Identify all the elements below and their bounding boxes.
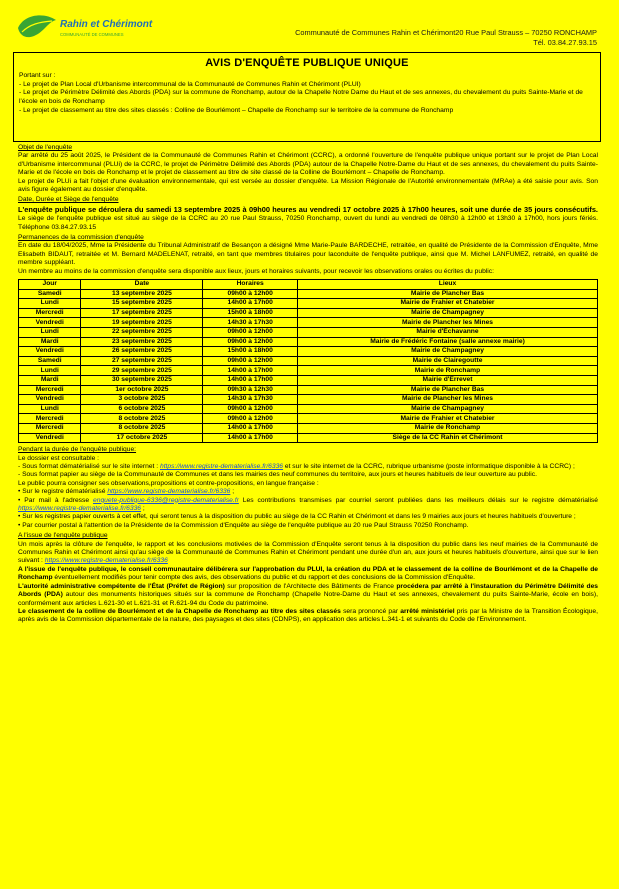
logo (14, 6, 164, 46)
table-cell: 6 octobre 2025 (81, 404, 203, 414)
col-header: Lieux (298, 280, 598, 290)
intro-lead: Portant sur : (19, 72, 56, 79)
table-cell: 14h00 à 17h00 (203, 299, 298, 309)
table-cell: Mairie de Champagney (298, 404, 598, 414)
table-cell: 09h00 à 12h00 (203, 328, 298, 338)
dates-bold: L'enquête publique se déroulera du samedi 13 septembre 2025 à 09h00 heures au vendredi 17 octobre 2025 à 17h00 heures, soit une durée de 35 jours consécutifs. (18, 204, 598, 214)
table-header-row (19, 280, 598, 290)
table-cell: Mardi (19, 337, 81, 347)
table-row (19, 395, 598, 405)
objet-paragraph: Le projet de PLUi a fait l'objet d'une évaluation environnementale, qui est versée au dossier d'enquête. La Mission Régionale de l'Autorité environnementale (MRAe) a été saisie pour avis. Son avis figure également au dossier d'enquête. (18, 177, 598, 194)
table-cell: 8 octobre 2025 (81, 414, 203, 424)
dates-paragraph (18, 205, 598, 232)
table-cell: 14h30 à 17h30 (203, 318, 298, 328)
issue-paragraph: A l'issue de l'enquête publique, le conseil communautaire délibérera sur l'approbation du PLUI, la création du PDA et le classement de la colline de Bourlémont et de la Chapelle de Ronchamp éventuellement modifiés pour tenir compte des avis, des observations du public et du rapport et des conclusions de la Commission d'Enquête. (18, 565, 598, 582)
permanences-paragraph: Un membre au moins de la commission d'enquête sera disponible aux lieux, jours et horaires suivants, pour recevoir les observations orales ou écrites du public: (18, 267, 494, 275)
table-row (19, 328, 598, 338)
col-header: Horaires (203, 280, 298, 290)
table-cell: 17 septembre 2025 (81, 308, 203, 318)
table-cell: Samedi (19, 356, 81, 366)
page-header (0, 0, 619, 52)
table-row (19, 385, 598, 395)
pendant-item: - Sous format dématérialisé sur le site internet : https://www.registre-dematerialise.fr/6336 et sur le site internet de la CCRC, rubrique urbanisme (poste informatique disponible à la CCRC) ; (18, 463, 575, 470)
table-cell: Mercredi (19, 414, 81, 424)
table-cell: 30 septembre 2025 (81, 376, 203, 386)
table-cell: 27 septembre 2025 (81, 356, 203, 366)
table-cell: Vendredi (19, 318, 81, 328)
intro (14, 69, 600, 116)
table-row (19, 337, 598, 347)
table-cell: Mairie de Frédéric Fontaine (salle annexe mairie) (298, 337, 598, 347)
table-cell: Siège de la CC Rahin et Chérimont (298, 433, 598, 443)
table-cell: 13 septembre 2025 (81, 289, 203, 299)
col-header: Jour (19, 280, 81, 290)
issue-paragraph: Le classement de la colline de Bourlémont et de la Chapelle de Ronchamp au titre des sites classés sera prononcé par arrêté ministériel pris par la Ministre de la Transition Écologique, après avis de la Commission départementale de la nature, des paysages et des sites (CDNPS), en application des articles L.341-1 et suivants du Code de l'Environnement. (18, 607, 598, 624)
table-cell: Samedi (19, 289, 81, 299)
table-cell: 09h00 à 12h00 (203, 289, 298, 299)
table-row (19, 289, 598, 299)
table-cell: Vendredi (19, 433, 81, 443)
table-cell: Lundi (19, 299, 81, 309)
section-heading-pendant: Pendant la durée de l'enquête publique: (18, 446, 137, 454)
pendant-lead: Le dossier est consultable : (18, 454, 100, 462)
issue-paragraph: L'autorité administrative compétente de l'État (Préfet de Région) sur proposition de l'Architecte des Bâtiments de France procédera par arrêté à l'instauration du Périmètre Délimité des Abords (PDA) autour des monuments historiques situés sur la commune de Ronchamp (Chapelle Notre-Dame du Haut et ses annexes, chevalement du puits Sainte-Marie, école en bois), conformément aux articles L.621-30 et L.621-31 et R.621-94 du Code du patrimoine. (18, 582, 599, 607)
table-cell: Mardi (19, 376, 81, 386)
table-cell: 14h00 à 17h00 (203, 433, 298, 443)
table-row (19, 414, 598, 424)
title-box (13, 52, 601, 142)
table-cell: 15 septembre 2025 (81, 299, 203, 309)
table-cell: Lundi (19, 404, 81, 414)
permanences-table (18, 279, 598, 443)
table-cell: 15h00 à 18h00 (203, 347, 298, 357)
table-cell: 23 septembre 2025 (81, 337, 203, 347)
phone-line: Tél. 03.84.27.93.15 (533, 37, 597, 47)
table-cell: 17 octobre 2025 (81, 433, 203, 443)
table-cell: Mairie de Plancher les Mines (298, 395, 598, 405)
table-cell: 09h00 à 12h00 (203, 404, 298, 414)
table-row (19, 318, 598, 328)
address-line: Communauté de Communes Rahin et Chérimont20 Rue Paul Strauss – 70250 RONCHAMP (295, 28, 597, 37)
table-cell: 15h00 à 18h00 (203, 308, 298, 318)
table-cell: Mairie de Champagney (298, 347, 598, 357)
table-cell: Vendredi (19, 395, 81, 405)
section-heading-objet: Objet de l'enquête (18, 144, 73, 151)
table-cell: 14h00 à 17h00 (203, 424, 298, 434)
table-cell: 3 octobre 2025 (81, 395, 203, 405)
table-row (19, 308, 598, 318)
table-row (19, 356, 598, 366)
table-cell: Mercredi (19, 385, 81, 395)
col-header: Date (81, 280, 203, 290)
table-cell: 1er octobre 2025 (81, 385, 203, 395)
main-content (18, 142, 598, 625)
table-cell: Mercredi (19, 424, 81, 434)
logo-name: Rahin et Chérimont (60, 19, 153, 30)
header-address (295, 28, 597, 47)
table-cell: 29 septembre 2025 (81, 366, 203, 376)
table-row (19, 376, 598, 386)
table-row (19, 433, 598, 443)
dates-rest: Le siège de l'enquête publique est situé au siège de la CCRC au 20 rue Paul Strauss, 70250 Ronchamp, ouvert du lundi au vendredi de 08h30 à 12h00 et 13h30 à 17h00, hors jours fériés. Téléphone 03.84.27.93.15 (18, 215, 598, 231)
table-cell: Mairie de Ronchamp (298, 366, 598, 376)
table-cell: Mairie de Champagney (298, 308, 598, 318)
table-cell: Mairie de Plancher Bas (298, 289, 598, 299)
table-cell: 22 septembre 2025 (81, 328, 203, 338)
table-row (19, 347, 598, 357)
logo-subtitle: COMMUNAUTÉ DE COMMUNES (60, 32, 124, 37)
objet-paragraph: Par arrêté du 25 août 2025, le Président de la Communauté de Communes Rahin et Chérimont (CCRC), a ordonné l'ouverture de l'enquête publique unique portant sur le projet de Plan Local d'Urbanisme intercommunal (PLUi) de la CCRC, le projet de Périmètre Délimité des Abords (PDA) autour de la Chapelle Notre-Dame du Haut et de ses annexes, du chevalement du puits Sainte-Marie et de l'école en bois de Ronchamp et le projet de classement au titre de site classé de la Colline de Bourlémont – Chapelle de Ronchamp. (18, 152, 598, 177)
table-cell: 14h00 à 17h00 (203, 376, 298, 386)
table-cell: 14h00 à 17h00 (203, 366, 298, 376)
intro-item: - Le projet de Plan Local d'Urbanisme intercommunal de la Communauté de Communes Rahin et Chérimont (PLUI) (19, 80, 361, 88)
permanences-paragraph: En date du 18/04/2025, Mme la Présidente du Tribunal Administratif de Besançon a désigné Mme Marie-Paule BARDECHE, retraitée, en qualité de Présidente de la Commission d'Enquête, Mme Elisabeth BIDAUT, retraitée et M. Bernard MADELENAT, retraité, en tant que membres titulaires pour laconduite de l'enquête publique, ainsi que M. Michel LANFUMEZ, retraité, en qualité de membre suppléant. (18, 242, 598, 267)
table-row (19, 404, 598, 414)
table-cell: Mairie de Clairegoutte (298, 356, 598, 366)
registre-link[interactable]: https://www.registre-dematerialise.fr/6336 (107, 488, 231, 496)
pendant-lead: Le public pourra consigner ses observations,propositions et contre-propositions, en langue française : (18, 479, 319, 487)
registre-link[interactable]: https://www.registre-dematerialise.fr/6336 (159, 463, 284, 470)
leaf-icon (18, 15, 56, 37)
table-cell: 19 septembre 2025 (81, 318, 203, 328)
intro-item: - Le projet de classement au titre des sites classés : Colline de Bourlémont – Chapelle de Ronchamp sur le territoire de la commune de Ronchamp (19, 106, 454, 114)
table-cell: Mairie de Frahier et Chatebier (298, 299, 598, 309)
table-cell: 09h00 à 12h00 (203, 356, 298, 366)
table-cell: 09h00 à 12h00 (203, 337, 298, 347)
table-row (19, 299, 598, 309)
page-title: AVIS D'ENQUÊTE PUBLIQUE UNIQUE (205, 57, 409, 69)
table-cell: Lundi (19, 366, 81, 376)
pendant-item: • Sur les registres papier ouverts à cet effet, qui seront tenus à la disposition du public au siège de la CC Rahin et Chérimont et dans les 9 mairies aux jours et heures habituels d'ouverture ; (18, 513, 576, 521)
email-link[interactable]: enquete-publique-6336@registre-dematerialise.fr (93, 496, 239, 504)
table-cell: 14h30 à 17h30 (203, 395, 298, 405)
pendant-item: • Par courrier postal à l'attention de la Présidente de la Commission d'Enquête au siège de l'enquête publique au 20 rue Paul Strauss 70250 Ronchamp. (18, 521, 469, 529)
table-row (19, 424, 598, 434)
table-cell: Mairie de Frahier et Chatebier (298, 414, 598, 424)
issue-paragraph: Un mois après la clôture de l'enquête, le rapport et les conclusions motivées de la Commission d'Enquête seront tenus à la disposition du public dans les neuf mairies de la Communauté de Communes Rahin et Chérimont ainsi qu'au siège de la Communauté de Communes Rahin et Chérimont pendant une durée d'un an, aux jours et heures habituels d'ouverture, ainsi que sur le lien suivant : https://www.registre-dematerialise.fr/6336 (18, 540, 598, 565)
table-row (19, 366, 598, 376)
section-heading-permanences: Permanences de la commission d'enquête (18, 234, 144, 242)
table-cell: Mercredi (19, 308, 81, 318)
table-cell: Mairie de Plancher les Mines (298, 318, 598, 328)
pendant-item: - Sous format papier au siège de la Communauté de Communes et dans les mairies des neuf communes du territoire, aux jours et heures habituels de leur ouverture au public. (18, 471, 537, 479)
table-cell: 26 septembre 2025 (81, 347, 203, 357)
table-cell: Vendredi (19, 347, 81, 357)
table-cell: Mairie de Plancher Bas (298, 385, 598, 395)
section-heading-dates: Date, Durée et Siège de l'enquête (18, 196, 119, 204)
pendant-item: • Par mail à l'adresse enquete-publique-6336@registre-dematerialise.fr Les contributions transmises par courriel seront publiées dans les meilleurs délais sur le registre dématérialisé https://www.registre-dematerialise.fr/6336 ; (18, 496, 598, 513)
table-cell: Lundi (19, 328, 81, 338)
pendant-item: • Sur le registre dématérialisé https://www.registre-dematerialise.fr/6336 ; (18, 488, 235, 496)
table-cell: Mairie de Ronchamp (298, 424, 598, 434)
table-cell: 09h00 à 12h00 (203, 414, 298, 424)
registre-link[interactable]: https://www.registre-dematerialise.fr/6336 (18, 505, 142, 513)
section-heading-issue: A l'issue de l'enquête publique (18, 532, 108, 540)
table-cell: Mairie d'Échavanne (298, 328, 598, 338)
registre-link[interactable]: https://www.registre-dematerialise.fr/6336 (44, 557, 168, 565)
intro-item: - Le projet de Périmètre Délimité des Abords (PDA) sur la commune de Ronchamp, autour de la Chapelle Notre Dame du Haut et de ses annexes, du chevalement du puits Sainte-Marie et de l'école en bois de Ronchamp (19, 89, 583, 106)
table-cell: Mairie d'Errevet (298, 376, 598, 386)
table-cell: 09h30 à 12h30 (203, 385, 298, 395)
table-cell: 8 octobre 2025 (81, 424, 203, 434)
